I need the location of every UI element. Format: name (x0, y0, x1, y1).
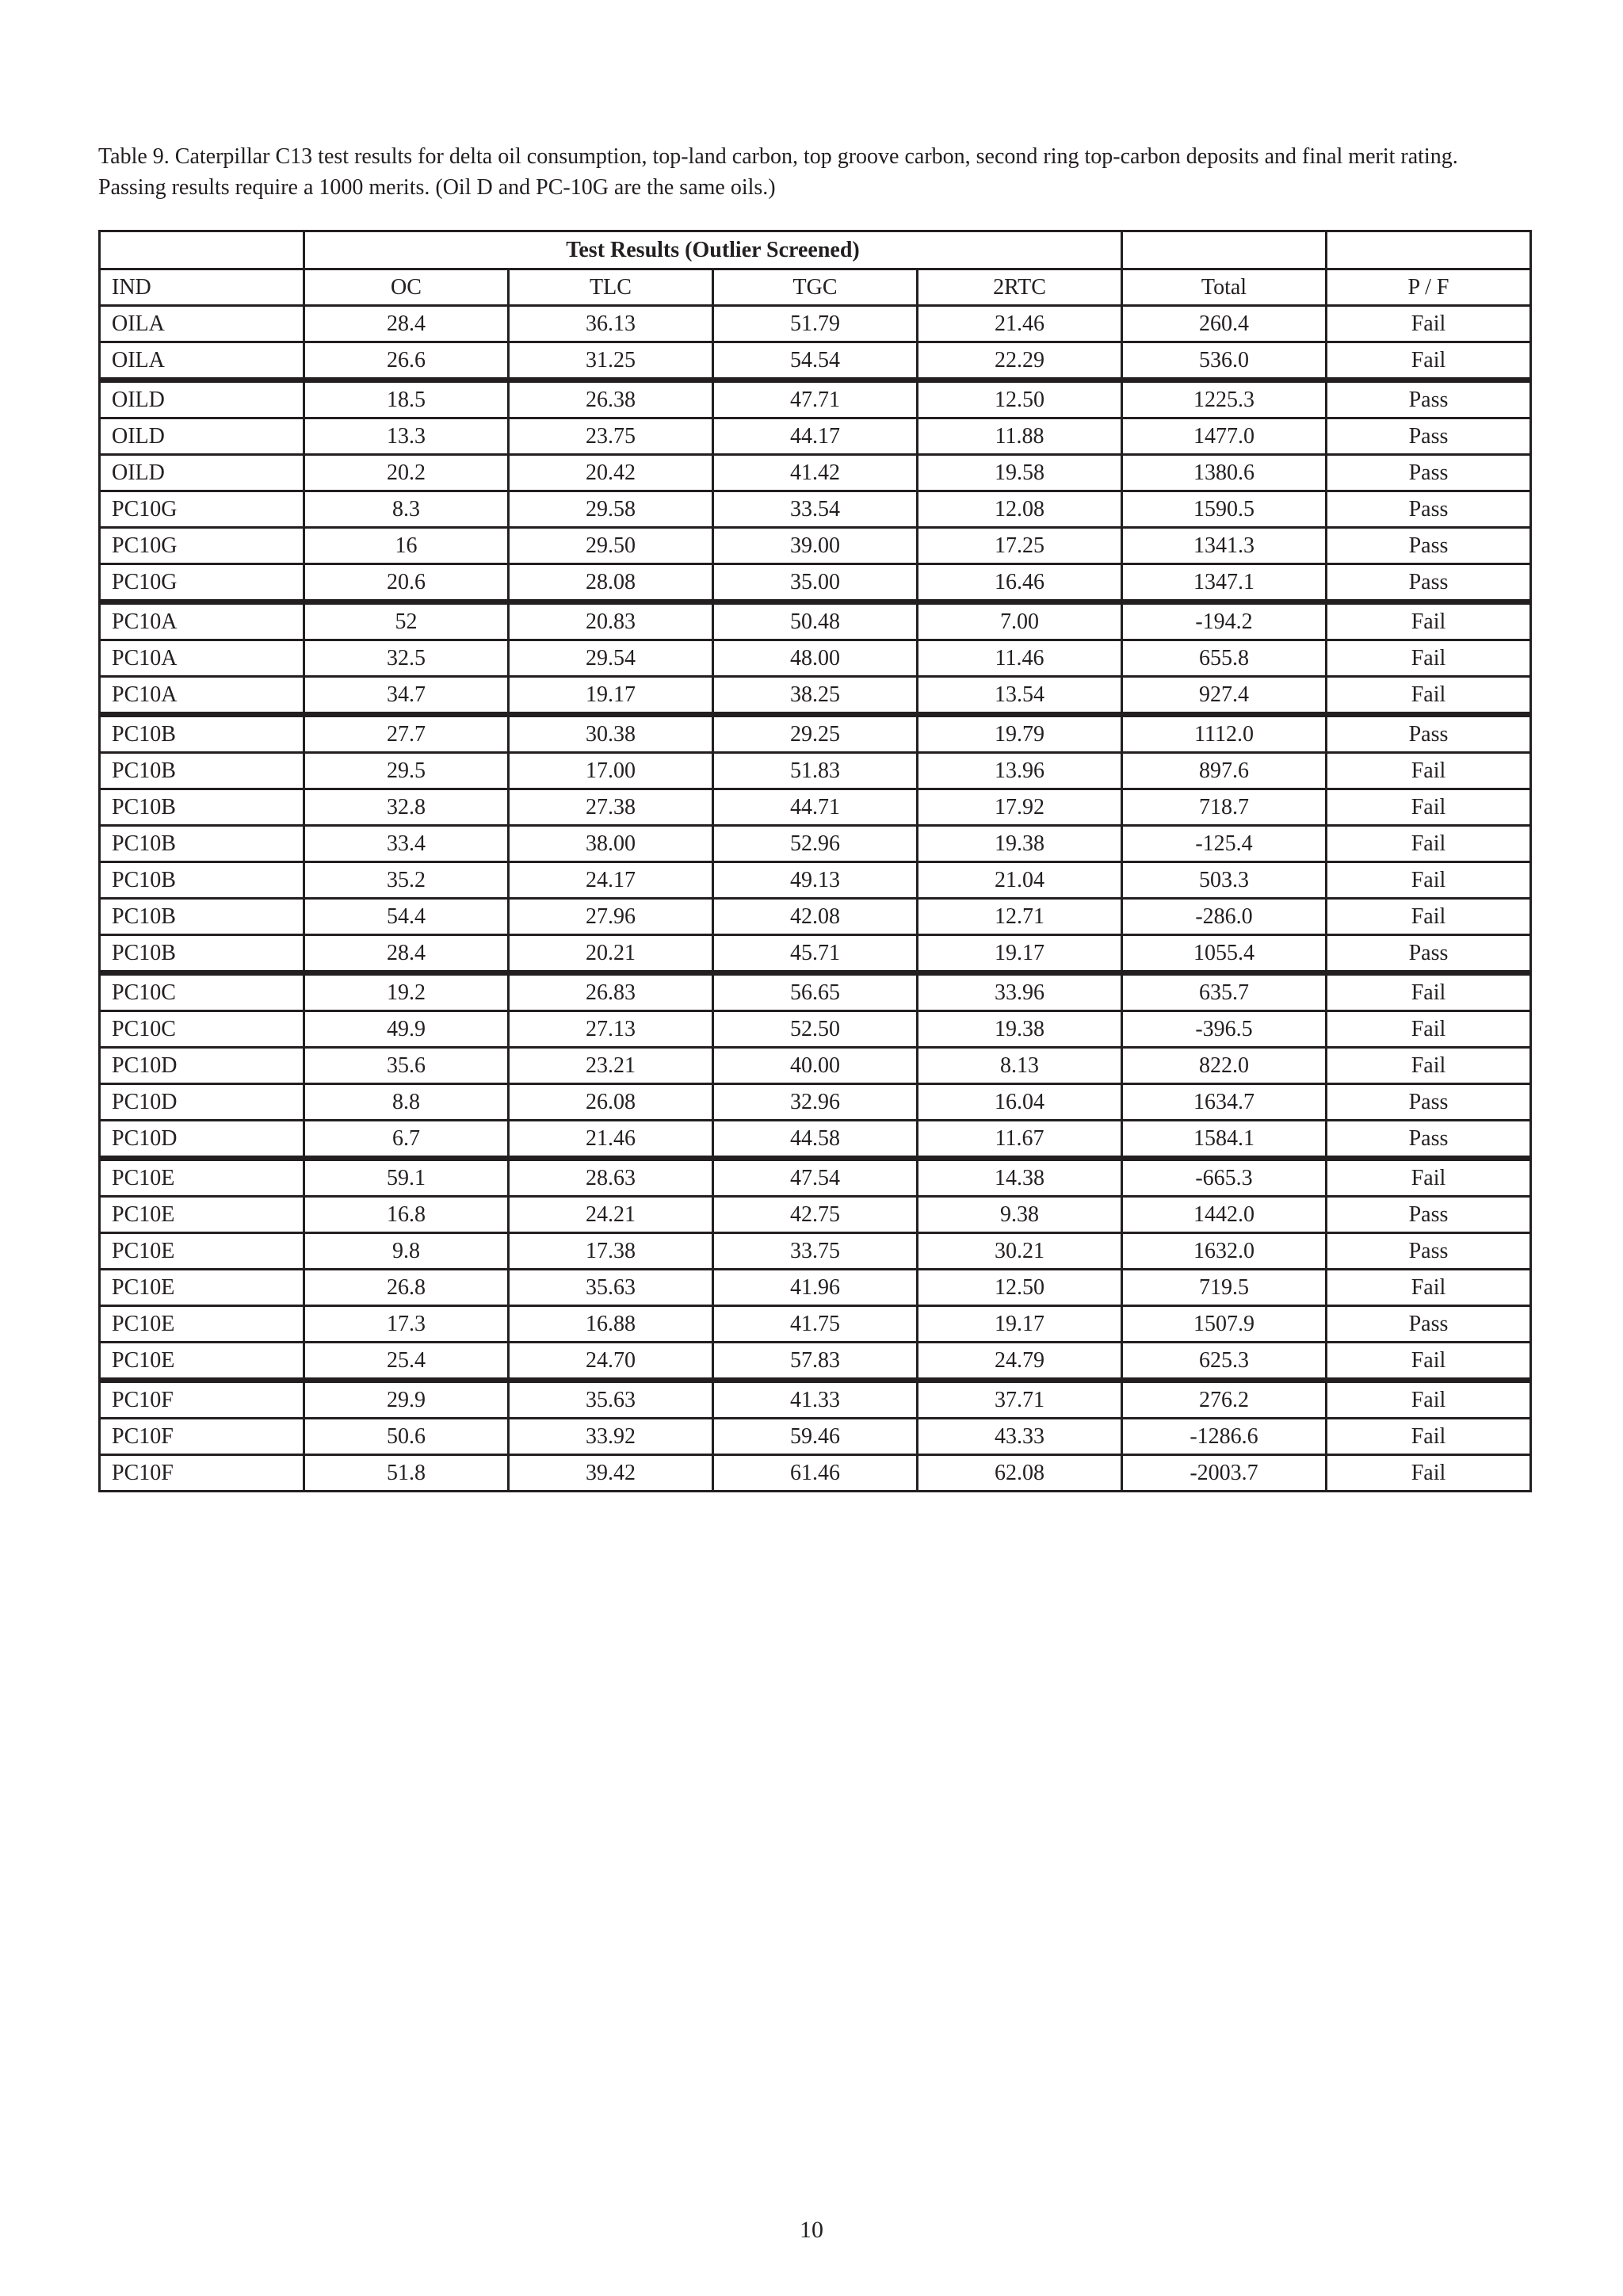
cell-pass-fail: Fail (1327, 826, 1531, 862)
cell-pass-fail: Fail (1327, 342, 1531, 380)
cell-2rtc: 37.71 (918, 1381, 1122, 1419)
cell-pass-fail: Fail (1327, 306, 1531, 342)
table-row (100, 1343, 1531, 1381)
cell-tgc: 47.54 (713, 1159, 918, 1197)
cell-total: 536.0 (1122, 342, 1327, 380)
cell-oc: 49.9 (304, 1011, 509, 1048)
table-row (100, 418, 1531, 455)
cell-total: -2003.7 (1122, 1455, 1327, 1492)
table-row (100, 491, 1531, 528)
cell-tlc: 29.58 (509, 491, 713, 528)
column-header-oc: OC (304, 269, 509, 306)
cell-ind: PC10B (100, 715, 304, 753)
cell-oc: 29.9 (304, 1381, 509, 1419)
cell-pass-fail: Fail (1327, 1343, 1531, 1381)
table-row (100, 1121, 1531, 1159)
cell-oc: 52 (304, 602, 509, 640)
cell-ind: PC10D (100, 1121, 304, 1159)
cell-tlc: 23.21 (509, 1048, 713, 1084)
cell-total: 1055.4 (1122, 935, 1327, 973)
cell-2rtc: 19.17 (918, 1306, 1122, 1343)
cell-2rtc: 11.67 (918, 1121, 1122, 1159)
cell-tgc: 42.75 (713, 1197, 918, 1233)
table-row (100, 1381, 1531, 1419)
cell-pass-fail: Pass (1327, 528, 1531, 564)
cell-tlc: 26.08 (509, 1084, 713, 1121)
cell-oc: 27.7 (304, 715, 509, 753)
cell-pass-fail: Fail (1327, 1011, 1531, 1048)
column-header-total: Total (1122, 269, 1327, 306)
cell-ind: PC10G (100, 491, 304, 528)
cell-2rtc: 13.96 (918, 753, 1122, 789)
cell-oc: 28.4 (304, 306, 509, 342)
cell-ind: OILD (100, 418, 304, 455)
cell-pass-fail: Fail (1327, 1270, 1531, 1306)
cell-2rtc: 33.96 (918, 973, 1122, 1011)
cell-ind: PC10G (100, 528, 304, 564)
cell-ind: OILA (100, 306, 304, 342)
table-row (100, 1455, 1531, 1492)
group-header-row (100, 231, 1531, 269)
cell-pass-fail: Pass (1327, 380, 1531, 418)
cell-2rtc: 22.29 (918, 342, 1122, 380)
cell-pass-fail: Fail (1327, 1048, 1531, 1084)
cell-ind: PC10B (100, 826, 304, 862)
cell-ind: OILD (100, 455, 304, 491)
cell-ind: PC10F (100, 1455, 304, 1492)
cell-ind: PC10C (100, 1011, 304, 1048)
cell-tgc: 49.13 (713, 862, 918, 899)
cell-2rtc: 11.88 (918, 418, 1122, 455)
cell-2rtc: 8.13 (918, 1048, 1122, 1084)
cell-tgc: 29.25 (713, 715, 918, 753)
cell-2rtc: 19.38 (918, 1011, 1122, 1048)
cell-tlc: 27.13 (509, 1011, 713, 1048)
cell-tlc: 28.63 (509, 1159, 713, 1197)
cell-oc: 16.8 (304, 1197, 509, 1233)
cell-2rtc: 12.08 (918, 491, 1122, 528)
cell-pass-fail: Pass (1327, 418, 1531, 455)
cell-2rtc: 17.25 (918, 528, 1122, 564)
cell-ind: PC10D (100, 1048, 304, 1084)
cell-pass-fail: Fail (1327, 973, 1531, 1011)
cell-pass-fail: Fail (1327, 1419, 1531, 1455)
cell-total: 1341.3 (1122, 528, 1327, 564)
table-row (100, 862, 1531, 899)
cell-2rtc: 19.17 (918, 935, 1122, 973)
table-row (100, 1306, 1531, 1343)
cell-2rtc: 43.33 (918, 1419, 1122, 1455)
cell-ind: PC10B (100, 789, 304, 826)
cell-tlc: 35.63 (509, 1270, 713, 1306)
cell-pass-fail: Fail (1327, 602, 1531, 640)
table-row (100, 1084, 1531, 1121)
cell-tgc: 45.71 (713, 935, 918, 973)
cell-oc: 26.6 (304, 342, 509, 380)
cell-2rtc: 19.79 (918, 715, 1122, 753)
cell-oc: 13.3 (304, 418, 509, 455)
cell-tgc: 44.71 (713, 789, 918, 826)
cell-pass-fail: Pass (1327, 935, 1531, 973)
table-row (100, 380, 1531, 418)
cell-tgc: 44.17 (713, 418, 918, 455)
cell-ind: PC10A (100, 640, 304, 677)
cell-oc: 8.3 (304, 491, 509, 528)
table-row (100, 1270, 1531, 1306)
cell-2rtc: 11.46 (918, 640, 1122, 677)
cell-tlc: 20.42 (509, 455, 713, 491)
cell-2rtc: 13.54 (918, 677, 1122, 715)
cell-tgc: 41.42 (713, 455, 918, 491)
cell-2rtc: 16.04 (918, 1084, 1122, 1121)
column-header-tlc: TLC (509, 269, 713, 306)
cell-tlc: 26.38 (509, 380, 713, 418)
cell-tlc: 27.38 (509, 789, 713, 826)
cell-total: -125.4 (1122, 826, 1327, 862)
cell-2rtc: 12.50 (918, 1270, 1122, 1306)
table-row (100, 564, 1531, 602)
cell-2rtc: 21.46 (918, 306, 1122, 342)
cell-tgc: 50.48 (713, 602, 918, 640)
cell-2rtc: 12.71 (918, 899, 1122, 935)
cell-oc: 8.8 (304, 1084, 509, 1121)
cell-total: 1380.6 (1122, 455, 1327, 491)
cell-2rtc: 7.00 (918, 602, 1122, 640)
column-header-tgc: TGC (713, 269, 918, 306)
cell-tgc: 54.54 (713, 342, 918, 380)
table-row (100, 455, 1531, 491)
cell-tlc: 28.08 (509, 564, 713, 602)
cell-oc: 35.2 (304, 862, 509, 899)
cell-total: 635.7 (1122, 973, 1327, 1011)
cell-tgc: 59.46 (713, 1419, 918, 1455)
cell-tlc: 29.54 (509, 640, 713, 677)
cell-total: 822.0 (1122, 1048, 1327, 1084)
cell-pass-fail: Pass (1327, 1306, 1531, 1343)
table-row (100, 973, 1531, 1011)
cell-tgc: 47.71 (713, 380, 918, 418)
column-header-ind: IND (100, 269, 304, 306)
cell-ind: PC10F (100, 1419, 304, 1455)
cell-tgc: 56.65 (713, 973, 918, 1011)
cell-tlc: 20.83 (509, 602, 713, 640)
header-blank-cell (100, 231, 304, 269)
cell-ind: PC10E (100, 1306, 304, 1343)
cell-oc: 9.8 (304, 1233, 509, 1270)
cell-ind: PC10C (100, 973, 304, 1011)
cell-total: 1225.3 (1122, 380, 1327, 418)
cell-oc: 18.5 (304, 380, 509, 418)
cell-tgc: 38.25 (713, 677, 918, 715)
cell-2rtc: 19.58 (918, 455, 1122, 491)
cell-total: 927.4 (1122, 677, 1327, 715)
cell-ind: OILD (100, 380, 304, 418)
cell-tlc: 24.17 (509, 862, 713, 899)
cell-pass-fail: Pass (1327, 564, 1531, 602)
cell-total: 719.5 (1122, 1270, 1327, 1306)
cell-oc: 50.6 (304, 1419, 509, 1455)
cell-oc: 34.7 (304, 677, 509, 715)
cell-oc: 59.1 (304, 1159, 509, 1197)
table-row (100, 602, 1531, 640)
table-row (100, 899, 1531, 935)
cell-ind: PC10E (100, 1233, 304, 1270)
cell-tlc: 38.00 (509, 826, 713, 862)
cell-tlc: 36.13 (509, 306, 713, 342)
table-row (100, 715, 1531, 753)
cell-tgc: 40.00 (713, 1048, 918, 1084)
cell-oc: 54.4 (304, 899, 509, 935)
table-row (100, 640, 1531, 677)
table-row (100, 1197, 1531, 1233)
cell-tgc: 51.83 (713, 753, 918, 789)
cell-total: 718.7 (1122, 789, 1327, 826)
cell-total: 503.3 (1122, 862, 1327, 899)
cell-2rtc: 24.79 (918, 1343, 1122, 1381)
cell-tlc: 29.50 (509, 528, 713, 564)
cell-pass-fail: Fail (1327, 899, 1531, 935)
cell-pass-fail: Pass (1327, 1233, 1531, 1270)
cell-total: 1507.9 (1122, 1306, 1327, 1343)
cell-tlc: 23.75 (509, 418, 713, 455)
cell-ind: PC10B (100, 753, 304, 789)
cell-oc: 32.5 (304, 640, 509, 677)
cell-total: 276.2 (1122, 1381, 1327, 1419)
cell-tlc: 17.00 (509, 753, 713, 789)
cell-pass-fail: Fail (1327, 1159, 1531, 1197)
cell-total: 1442.0 (1122, 1197, 1327, 1233)
cell-tlc: 21.46 (509, 1121, 713, 1159)
cell-oc: 28.4 (304, 935, 509, 973)
cell-tlc: 39.42 (509, 1455, 713, 1492)
cell-tgc: 57.83 (713, 1343, 918, 1381)
cell-total: -286.0 (1122, 899, 1327, 935)
cell-total: 1584.1 (1122, 1121, 1327, 1159)
cell-pass-fail: Pass (1327, 1197, 1531, 1233)
cell-tgc: 52.50 (713, 1011, 918, 1048)
cell-total: 897.6 (1122, 753, 1327, 789)
cell-tlc: 31.25 (509, 342, 713, 380)
cell-tlc: 16.88 (509, 1306, 713, 1343)
cell-tgc: 61.46 (713, 1455, 918, 1492)
cell-2rtc: 30.21 (918, 1233, 1122, 1270)
cell-total: 1634.7 (1122, 1084, 1327, 1121)
cell-oc: 17.3 (304, 1306, 509, 1343)
cell-2rtc: 62.08 (918, 1455, 1122, 1492)
cell-tgc: 33.75 (713, 1233, 918, 1270)
cell-ind: PC10A (100, 602, 304, 640)
cell-oc: 20.6 (304, 564, 509, 602)
cell-2rtc: 12.50 (918, 380, 1122, 418)
cell-oc: 51.8 (304, 1455, 509, 1492)
cell-pass-fail: Pass (1327, 455, 1531, 491)
cell-oc: 29.5 (304, 753, 509, 789)
cell-2rtc: 9.38 (918, 1197, 1122, 1233)
cell-pass-fail: Fail (1327, 640, 1531, 677)
cell-pass-fail: Fail (1327, 677, 1531, 715)
cell-total: 625.3 (1122, 1343, 1327, 1381)
cell-tgc: 44.58 (713, 1121, 918, 1159)
header-blank-cell (1122, 231, 1327, 269)
cell-ind: OILA (100, 342, 304, 380)
cell-total: 1632.0 (1122, 1233, 1327, 1270)
cell-2rtc: 16.46 (918, 564, 1122, 602)
table-row (100, 1419, 1531, 1455)
cell-total: 655.8 (1122, 640, 1327, 677)
column-header-pass-fail: P / F (1327, 269, 1531, 306)
table-row (100, 342, 1531, 380)
cell-oc: 32.8 (304, 789, 509, 826)
cell-ind: PC10E (100, 1159, 304, 1197)
cell-tgc: 52.96 (713, 826, 918, 862)
cell-pass-fail: Pass (1327, 1121, 1531, 1159)
cell-oc: 33.4 (304, 826, 509, 862)
cell-2rtc: 21.04 (918, 862, 1122, 899)
cell-tgc: 35.00 (713, 564, 918, 602)
cell-tgc: 48.00 (713, 640, 918, 677)
cell-ind: PC10B (100, 899, 304, 935)
cell-pass-fail: Pass (1327, 1084, 1531, 1121)
cell-total: 1590.5 (1122, 491, 1327, 528)
table-row (100, 1048, 1531, 1084)
cell-ind: PC10E (100, 1343, 304, 1381)
cell-total: 1477.0 (1122, 418, 1327, 455)
cell-ind: PC10A (100, 677, 304, 715)
cell-tgc: 51.79 (713, 306, 918, 342)
cell-total: -194.2 (1122, 602, 1327, 640)
table-row (100, 528, 1531, 564)
cell-oc: 26.8 (304, 1270, 509, 1306)
cell-total: 1347.1 (1122, 564, 1327, 602)
table-caption: Table 9. Caterpillar C13 test results for delta oil consumption, top-land carbon, top groove carbon, second ring top-carbon deposits and final merit rating. Passing results require a 1000 merits. (Oil D and PC-10G are the same oils.) (98, 144, 1458, 200)
cell-total: -665.3 (1122, 1159, 1327, 1197)
cell-tgc: 32.96 (713, 1084, 918, 1121)
cell-ind: PC10D (100, 1084, 304, 1121)
table-row (100, 753, 1531, 789)
table-row (100, 1159, 1531, 1197)
cell-tlc: 17.38 (509, 1233, 713, 1270)
cell-ind: PC10E (100, 1270, 304, 1306)
cell-tgc: 41.75 (713, 1306, 918, 1343)
cell-ind: PC10F (100, 1381, 304, 1419)
group-header: Test Results (Outlier Screened) (304, 231, 1122, 269)
cell-tgc: 39.00 (713, 528, 918, 564)
cell-oc: 19.2 (304, 973, 509, 1011)
table-row (100, 935, 1531, 973)
cell-ind: PC10E (100, 1197, 304, 1233)
cell-oc: 35.6 (304, 1048, 509, 1084)
cell-tlc: 35.63 (509, 1381, 713, 1419)
cell-total: 260.4 (1122, 306, 1327, 342)
column-header-row (100, 269, 1531, 306)
cell-2rtc: 14.38 (918, 1159, 1122, 1197)
cell-tlc: 24.21 (509, 1197, 713, 1233)
cell-oc: 20.2 (304, 455, 509, 491)
cell-tlc: 20.21 (509, 935, 713, 973)
table-row (100, 677, 1531, 715)
results-table (98, 230, 1532, 1492)
table-row (100, 789, 1531, 826)
cell-tgc: 42.08 (713, 899, 918, 935)
column-header-2rtc: 2RTC (918, 269, 1122, 306)
cell-tlc: 33.92 (509, 1419, 713, 1455)
cell-tlc: 26.83 (509, 973, 713, 1011)
cell-oc: 16 (304, 528, 509, 564)
cell-pass-fail: Fail (1327, 1455, 1531, 1492)
cell-pass-fail: Pass (1327, 715, 1531, 753)
cell-total: 1112.0 (1122, 715, 1327, 753)
cell-2rtc: 17.92 (918, 789, 1122, 826)
cell-oc: 6.7 (304, 1121, 509, 1159)
cell-tlc: 24.70 (509, 1343, 713, 1381)
cell-oc: 25.4 (304, 1343, 509, 1381)
header-blank-cell (1327, 231, 1531, 269)
table-row (100, 1233, 1531, 1270)
cell-tgc: 33.54 (713, 491, 918, 528)
cell-pass-fail: Fail (1327, 862, 1531, 899)
table-row (100, 1011, 1531, 1048)
cell-total: -1286.6 (1122, 1419, 1327, 1455)
cell-total: -396.5 (1122, 1011, 1327, 1048)
cell-pass-fail: Fail (1327, 1381, 1531, 1419)
cell-tlc: 30.38 (509, 715, 713, 753)
cell-ind: PC10G (100, 564, 304, 602)
table-row (100, 306, 1531, 342)
cell-pass-fail: Fail (1327, 789, 1531, 826)
table-row (100, 826, 1531, 862)
cell-tgc: 41.96 (713, 1270, 918, 1306)
page-number: 10 (800, 2217, 823, 2243)
cell-2rtc: 19.38 (918, 826, 1122, 862)
cell-tlc: 27.96 (509, 899, 713, 935)
cell-ind: PC10B (100, 935, 304, 973)
cell-tlc: 19.17 (509, 677, 713, 715)
cell-ind: PC10B (100, 862, 304, 899)
cell-tgc: 41.33 (713, 1381, 918, 1419)
cell-pass-fail: Pass (1327, 491, 1531, 528)
table-body (100, 306, 1531, 1492)
cell-pass-fail: Fail (1327, 753, 1531, 789)
